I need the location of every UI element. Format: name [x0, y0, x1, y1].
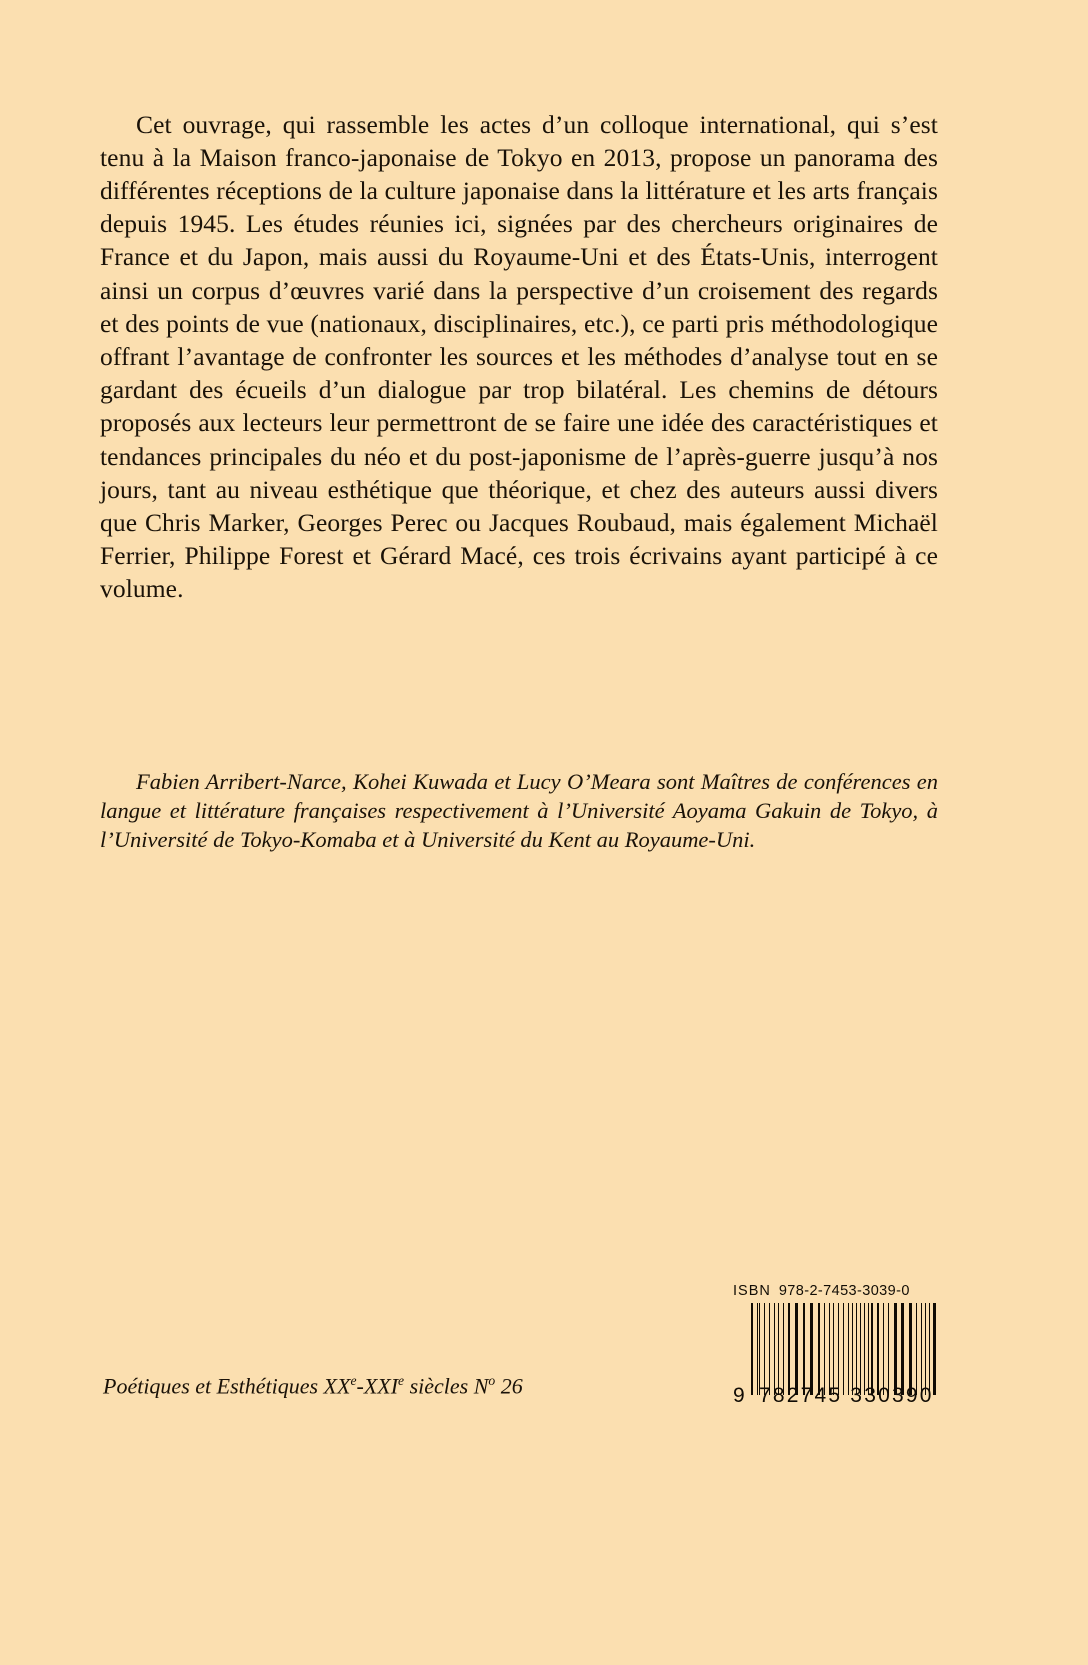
isbn-label: ISBN: [733, 1283, 771, 1299]
ean-lead-digit: 9: [733, 1384, 746, 1407]
series-title-prefix: Poétiques et Esthétiques XX: [103, 1373, 351, 1399]
series-title-suffix: siècles N: [404, 1373, 489, 1399]
barcode-bars: [751, 1303, 941, 1395]
series-sup-3: o: [488, 1373, 496, 1388]
series-line: [103, 1373, 523, 1399]
editors-biography-paragraph: Fabien Arribert-Narce, Kohei Kuwada et Lucy O’Meara sont Maîtres de conférences en langue et littérature françaises respectivement à l’Université Aoyama Gakuin de Tokyo, à l’Université de Tokyo-Komaba et à Université du Kent au Royaume-Uni.: [100, 768, 938, 852]
series-title-mid: -XXI: [356, 1373, 399, 1399]
isbn-block: [733, 1283, 948, 1411]
isbn-value: 978-2-7453-3039-0: [778, 1283, 910, 1299]
ean-main-digits: 782745 330390: [759, 1384, 934, 1407]
series-sup-2: e: [398, 1373, 405, 1388]
series-sup-1: e: [350, 1373, 357, 1388]
ean-digits: [733, 1383, 941, 1409]
book-description-paragraph: Cet ouvrage, qui rassemble les actes d’un colloque international, qui s’est tenu à la Maison franco-japonaise de Tokyo en 2013, propose un panorama des différentes réceptions de la culture japonaise dans la littérature et les arts français depuis 1945. Les études réunies ici, signées par des chercheurs originaires de France et du Japon, mais aussi du Royaume-Uni et des États-Unis, interrogent ainsi un corpus d’œuvres varié dans la perspective d’un croisement des regards et des points de vue (nationaux, disciplinaires, etc.), ce parti pris méthodologique offrant l’avantage de confronter les sources et les méthodes d’analyse tout en se gardant des écueils d’un dialogue par trop bilatéral. Les chemins de détours proposés aux lecteurs leur permettront de se faire une idée des caractéristiques et tendances principales du néo et du post-japonisme de l’après-guerre jusqu’à nos jours, tant au niveau esthétique que théorique, et chez des auteurs aussi divers que Chris Marker, Georges Perec ou Jacques Roubaud, mais également Michaël Ferrier, Philippe Forest et Gérard Macé, ces trois écrivains ayant participé à ce volume.: [100, 109, 938, 604]
series-number: 26: [495, 1373, 523, 1399]
isbn-text-line: [733, 1283, 948, 1299]
barcode: [733, 1303, 941, 1411]
